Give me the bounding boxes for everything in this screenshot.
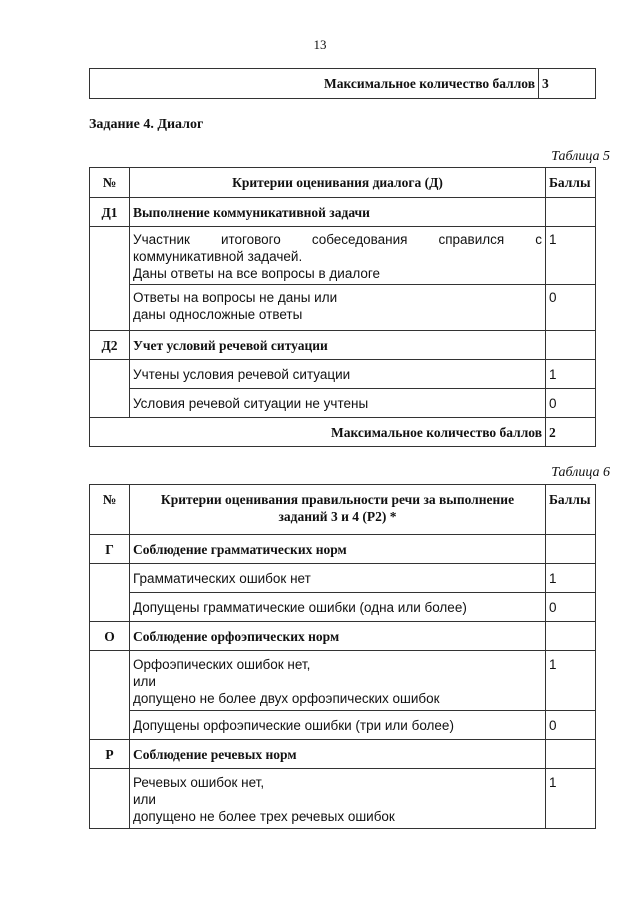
table-header-row xyxy=(90,168,596,198)
table-row xyxy=(90,331,596,360)
table-row xyxy=(90,69,596,99)
table-row xyxy=(90,711,596,740)
table-row xyxy=(90,418,596,447)
table-row xyxy=(90,535,596,564)
max-score-value: 2 xyxy=(546,418,596,447)
score-value: 1 xyxy=(546,564,596,593)
score-value: 0 xyxy=(546,285,596,331)
criterion-title: Учет условий речевой ситуации xyxy=(130,331,546,360)
table-caption-5: Таблица 5 xyxy=(551,149,610,164)
score-value: 1 xyxy=(546,651,596,711)
table-row xyxy=(90,360,596,389)
criterion-code: Д1 xyxy=(90,198,130,227)
criterion-description: Условия речевой ситуации не учтены xyxy=(130,389,546,418)
page-number: 13 xyxy=(313,37,327,52)
criterion-description: Грамматических ошибок нет xyxy=(130,564,546,593)
table-row xyxy=(90,227,596,285)
score-value: 1 xyxy=(546,360,596,389)
criterion-description: Участник итогового собеседования справился с коммуникативной задачей. Даны ответы на все вопросы в диалоге xyxy=(130,227,546,285)
section-heading: Задание 4. Диалог xyxy=(89,117,204,132)
table-row xyxy=(90,651,596,711)
table-row xyxy=(90,198,596,227)
score-value: 0 xyxy=(546,389,596,418)
header-score: Баллы xyxy=(546,168,596,198)
criterion-code: Г xyxy=(90,535,130,564)
criterion-description: Орфоэпических ошибок нет, или допущено не более двух орфоэпических ошибок xyxy=(130,651,546,711)
criterion-description: Учтены условия речевой ситуации xyxy=(130,360,546,389)
table-row xyxy=(90,740,596,769)
criterion-code: О xyxy=(90,622,130,651)
criterion-code: Д2 xyxy=(90,331,130,360)
description-line-justified: Участник итогового собеседования справился с xyxy=(133,232,542,247)
table-header-row xyxy=(90,485,596,535)
max-score-table-previous xyxy=(89,68,596,99)
table-row xyxy=(90,389,596,418)
header-num: № xyxy=(90,485,130,535)
score-value: 1 xyxy=(546,769,596,829)
table-row xyxy=(90,622,596,651)
score-value: 0 xyxy=(546,711,596,740)
max-score-value: 3 xyxy=(539,69,596,99)
score-value: 1 xyxy=(546,227,596,285)
criterion-description: Допущены орфоэпические ошибки (три или более) xyxy=(130,711,546,740)
score-value: 0 xyxy=(546,593,596,622)
criterion-title: Соблюдение речевых норм xyxy=(130,740,546,769)
header-num: № xyxy=(90,168,130,198)
table-row xyxy=(90,769,596,829)
table-caption-6: Таблица 6 xyxy=(551,465,610,480)
speech-criteria-table xyxy=(89,484,596,829)
table-row xyxy=(90,593,596,622)
max-score-label: Максимальное количество баллов xyxy=(90,418,546,447)
header-score: Баллы xyxy=(546,485,596,535)
criterion-description: Ответы на вопросы не даны или даны односложные ответы xyxy=(130,285,546,331)
criterion-title: Выполнение коммуникативной задачи xyxy=(130,198,546,227)
dialog-criteria-table xyxy=(89,167,596,447)
max-score-label: Максимальное количество баллов xyxy=(90,69,539,99)
criterion-title: Соблюдение орфоэпических норм xyxy=(130,622,546,651)
header-criteria: Критерии оценивания правильности речи за выполнение заданий 3 и 4 (Р2) * xyxy=(130,485,546,535)
criterion-description: Допущены грамматические ошибки (одна или более) xyxy=(130,593,546,622)
criterion-code: Р xyxy=(90,740,130,769)
table-row xyxy=(90,285,596,331)
table-row xyxy=(90,564,596,593)
criterion-description: Речевых ошибок нет, или допущено не более трех речевых ошибок xyxy=(130,769,546,829)
criterion-title: Соблюдение грамматических норм xyxy=(130,535,546,564)
header-criteria: Критерии оценивания диалога (Д) xyxy=(130,168,546,198)
